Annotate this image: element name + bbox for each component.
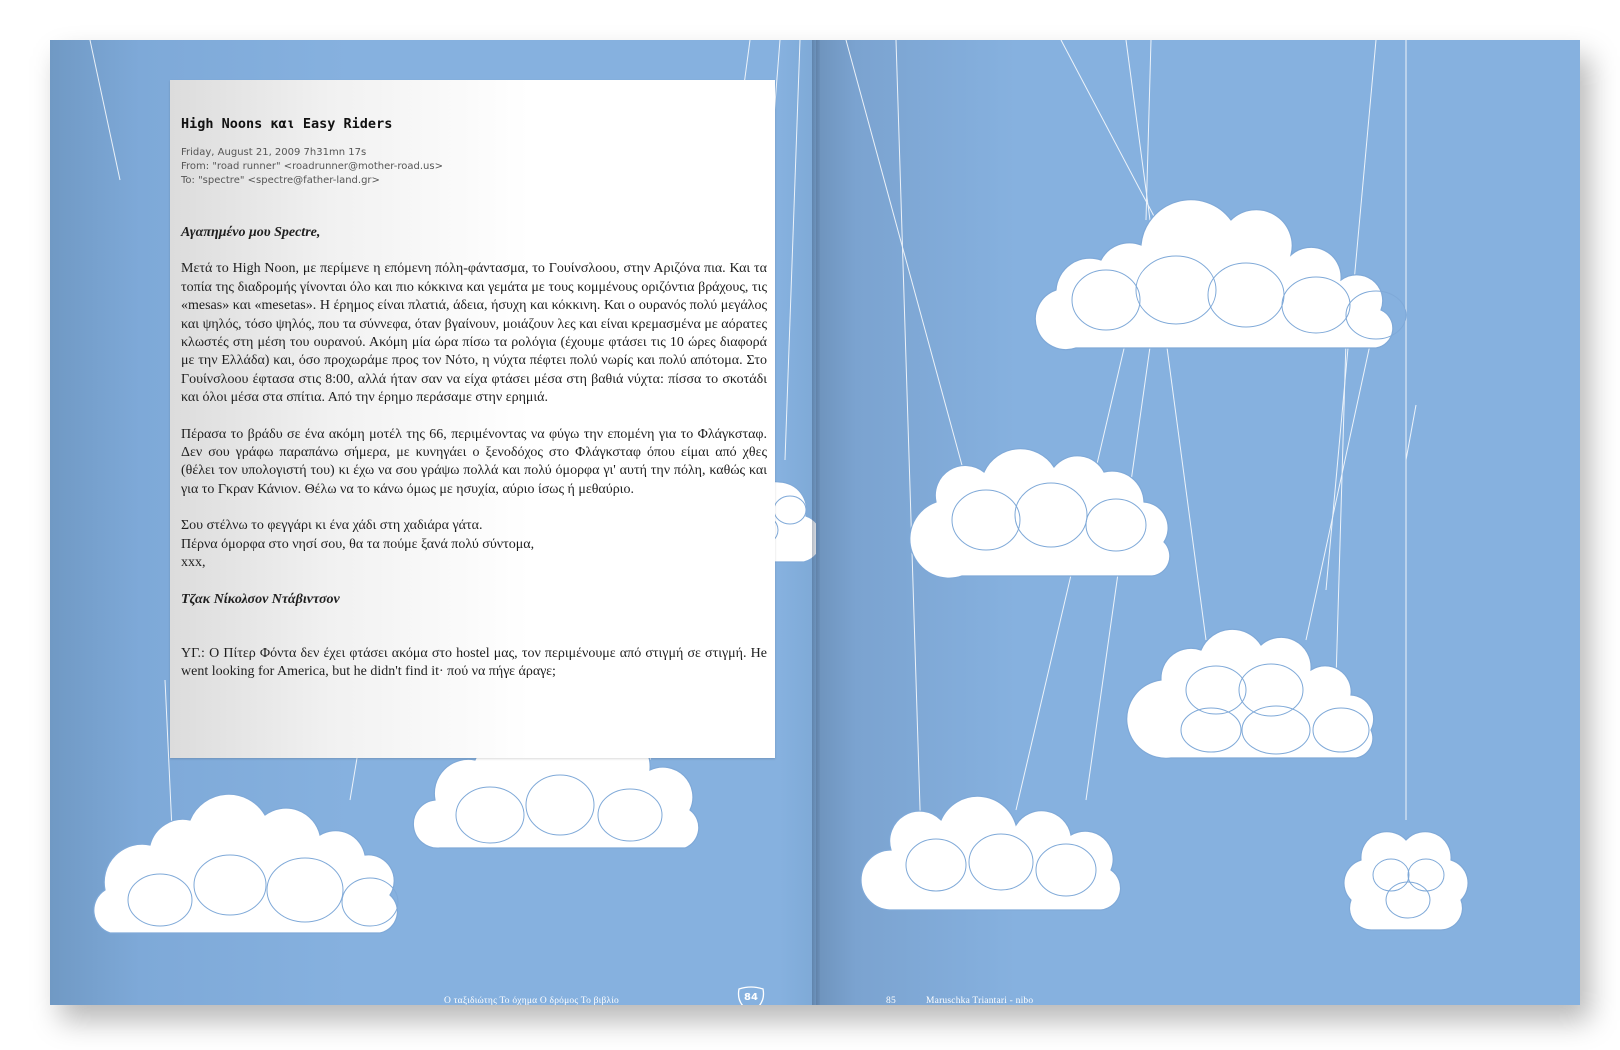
cloud-right-bottom-left [861, 796, 1121, 910]
running-head-right: Maruschka Triantari - nibo [926, 996, 1034, 1005]
running-head-left: Ο ταξιδιώτης Το όχημα Ο δρόμος Το βιβλίο [444, 996, 619, 1005]
letter-panel [170, 80, 775, 758]
route-shield-icon [736, 986, 766, 1005]
letter-body [181, 224, 767, 682]
letter-closing-2: Πέρνα όμορφα στο νησί σου, θα τα πούμε ξανά πολύ σύντομα, [181, 536, 535, 552]
page-number-left: 84 [744, 992, 758, 1003]
letter-closing-1: Σου στέλνω το φεγγάρι κι ένα χάδι στη χαδιάρα γάτα. [181, 518, 483, 534]
letter-paragraph-1: Μετά το High Noon, με περίμενε η επόμενη πόλη-φάντασμα, το Γουίνσλοου, στην Αριζόνα πια. Και τα τοπία της διαδρομής γίνονται όλο και πιο κόκκινα και γεμάτα με τους κομμένους οριζόντια βράχους, τις «mesas» και «mesetas». Η έρημος είναι πλατιά, άδεια, ήσυχη και κόκκινη. Και ο ουρανός πολύ μεγάλος και ψηλός, τόσο ψηλός, που τα σύννεφα, όταν βγαίνουν, μοιάζουν λες και είναι κρεμασμένα με αόρατες κλωστές στη μέση του ουρανού. Ακόμη μία ώρα πίσω τα ρολόγια (έχουμε φτάσει τις 10 ώρες διαφορά με την Ελλάδα) και, όσο προχωράμε προς τον Νότο, η νύχτα πέφτει πολύ νωρίς και πολύ απότομα. Στο Γουίνσλοου έφτασα στις 8:00, αλλά ήταν σαν να είχα φτάσει μέσα στη βαθιά νύχτα: πίσσα το σκοτάδι και όλοι μέσα στα σπίτια. Από την έρημο περάσαμε στην ερημιά. [181, 261, 767, 406]
email-to: To: "spectre" <spectre@father-land.gr> [181, 175, 380, 186]
cloud-left-bottom [94, 794, 398, 933]
email-from: From: "road runner" <roadrunner@mother-road.us> [181, 161, 443, 172]
cloud-right-bottom-small [1344, 832, 1468, 930]
cloud-right-mid-left [910, 449, 1170, 579]
email-header [181, 146, 443, 188]
right-page-illustration [816, 40, 1580, 1005]
letter-paragraph-2: Πέρασα το βράδυ σε ένα ακόμη μοτέλ της 66, περιμένοντας να φύγω την επομένη για το Φλάγκσταφ. Δεν σου γράφω παραπάνω σήμερα, με κυνηγάει ο ξενοδόχος στο Φλάγκσταφ όπου είμαι από χθες (θέλει τον υπολογιστή του) κι έχω να σου γράψω πολλά και πολύ όμορφα γι' αυτή την πόλη, καθώς και για το Γκραν Κάνιον. Θέλω να το κάνω όμως με ησυχία, αύριο ίσως ή μεθαύριο. [181, 426, 767, 497]
letter-title: High Noons και Easy Riders [181, 116, 393, 132]
letter-greeting: Αγαπημένο μου Spectre, [181, 225, 321, 240]
cloud-right-top [1035, 200, 1406, 350]
email-date: Friday, August 21, 2009 7h31mn 17s [181, 147, 367, 158]
letter-postscript: ΥΓ.: Ο Πίτερ Φόντα δεν έχει φτάσει ακόμα στο hostel μας, τον περιμένουμε από στιγμή σε στιγμή. He went looking for America, but he didn't find it· πού να πήγε άραγε; [181, 645, 767, 680]
letter-signature: Τζακ Νίκολσον Ντάβιντσον [181, 591, 340, 607]
right-page [816, 40, 1580, 1005]
left-page [50, 40, 816, 1005]
page-number-right: 85 [886, 996, 896, 1005]
book-gutter [812, 40, 820, 1005]
letter-closing-3: xxx, [181, 555, 206, 571]
